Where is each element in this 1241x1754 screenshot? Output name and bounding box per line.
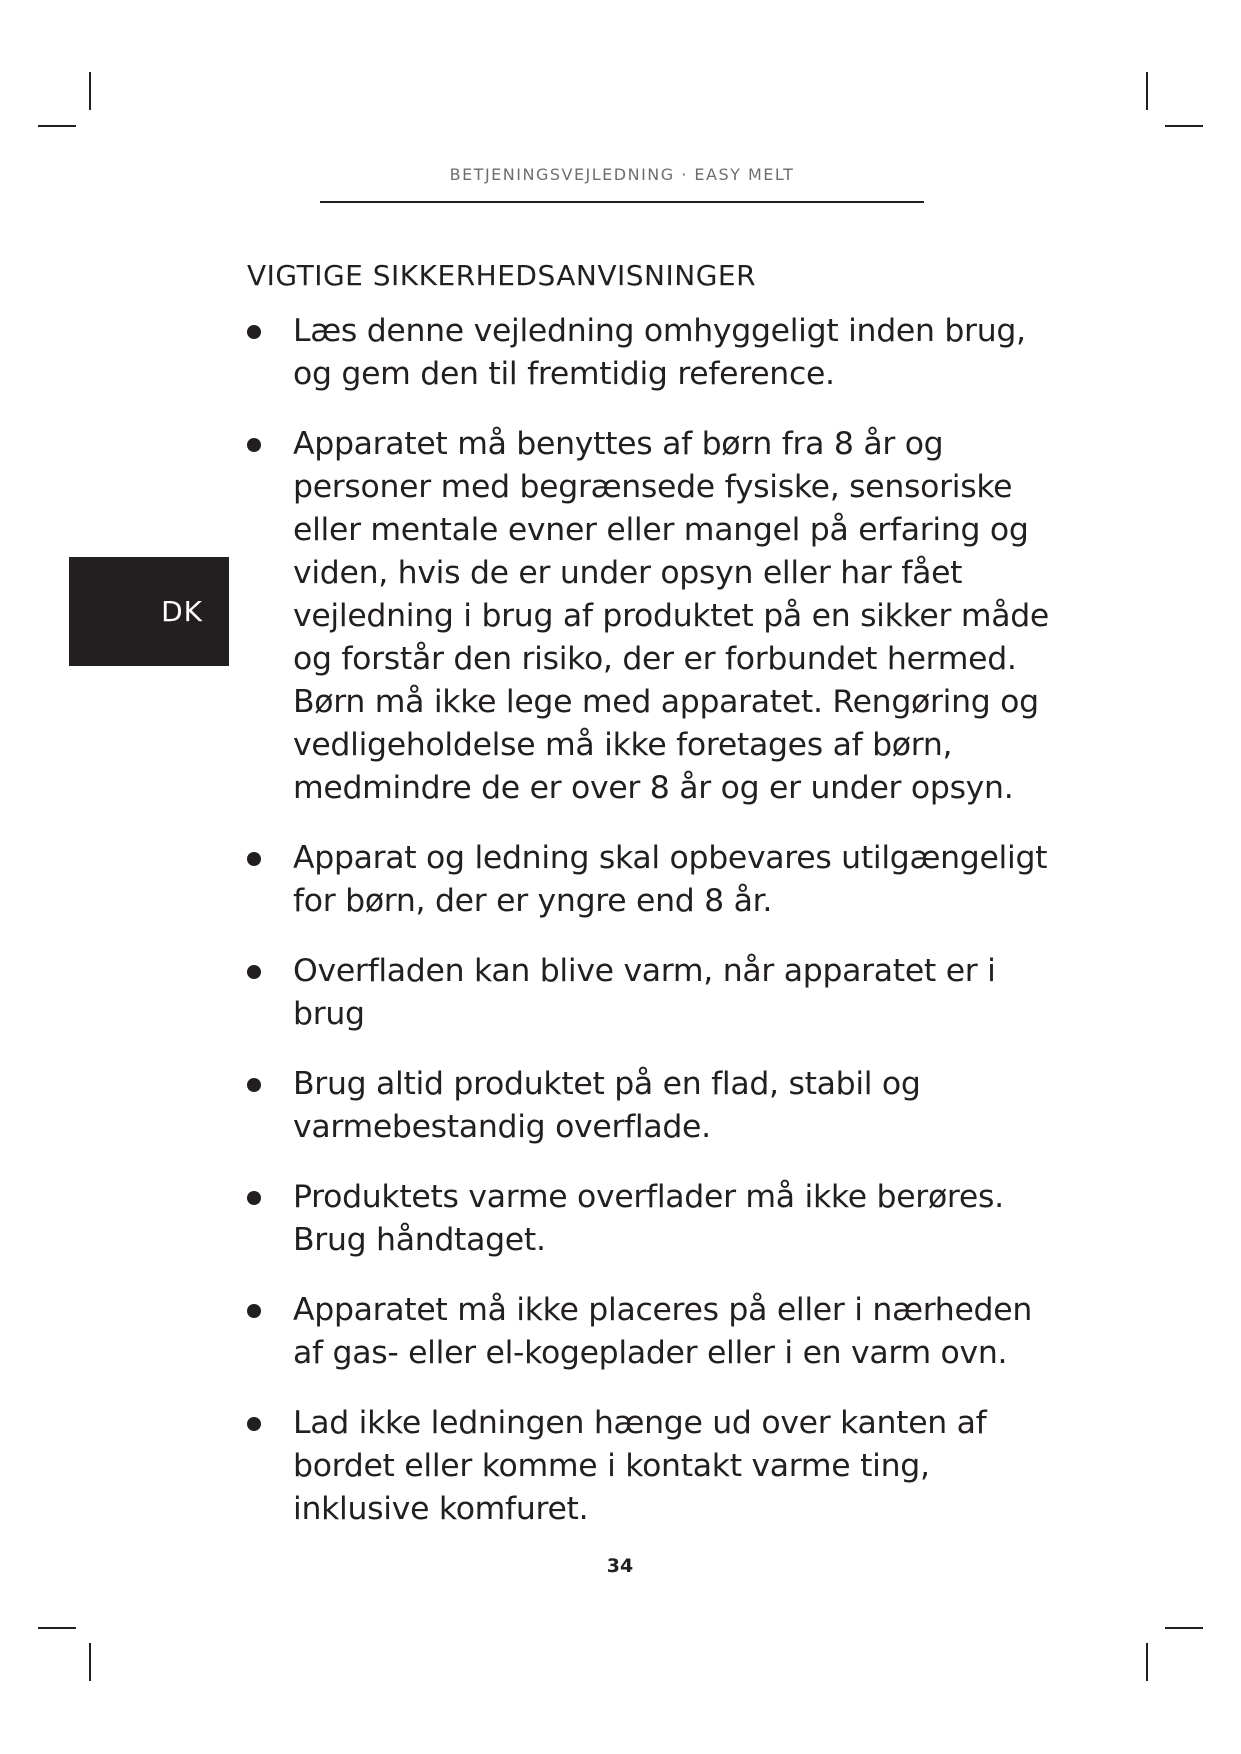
language-tab-label: DK: [161, 595, 203, 628]
crop-mark-bottom-left-vertical: [89, 1643, 91, 1681]
list-item-text: Apparatet må ikke placeres på eller i nærheden af gas- eller el-kogeplader eller i en varm ovn.: [293, 1292, 1032, 1371]
bullet-icon: [247, 1417, 261, 1431]
bullet-icon: [247, 965, 261, 979]
crop-mark-top-left-horizontal: [38, 125, 76, 127]
list-item-text: Lad ikke ledningen hænge ud over kanten af bordet eller komme i kontakt varme ting, inklusive komfuret.: [293, 1405, 987, 1527]
bullet-icon: [247, 1191, 261, 1205]
list-item: [247, 950, 1067, 1036]
crop-mark-bottom-left-horizontal: [38, 1627, 76, 1629]
bullet-icon: [247, 325, 261, 339]
list-item: [247, 837, 1067, 923]
list-item-text: Læs denne vejledning omhyggeligt inden brug, og gem den til fremtidig reference.: [293, 313, 1026, 392]
list-item: [247, 1063, 1067, 1149]
bullet-icon: [247, 1078, 261, 1092]
list-item: [247, 1402, 1067, 1531]
bullet-icon: [247, 1304, 261, 1318]
crop-mark-top-left-vertical: [89, 72, 91, 110]
header-rule: [320, 201, 924, 203]
safety-instructions-list: [247, 310, 1067, 1558]
crop-mark-top-right-vertical: [1146, 72, 1148, 110]
list-item-text: Apparat og ledning skal opbevares utilgængeligt for børn, der er yngre end 8 år.: [293, 840, 1048, 919]
page-number: 34: [606, 1555, 634, 1577]
list-item: [247, 310, 1067, 396]
list-item: [247, 1289, 1067, 1375]
bullet-icon: [247, 852, 261, 866]
list-item: [247, 423, 1067, 810]
list-item-text: Apparatet må benyttes af børn fra 8 år og personer med begrænsede fysiske, sensoriske eller mentale evner eller mangel på erfaring og viden, hvis de er under opsyn eller har fået vejledning i brug af produktet på en sikker måde og forstår den risiko, der er forbundet hermed. Børn må ikke lege med apparatet. Rengøring og vedligeholdelse må ikke foretages af børn, medmindre de er over 8 år og er under opsyn.: [293, 426, 1049, 806]
running-header: BETJENINGSVEJLEDNING · EASY MELT: [449, 165, 795, 184]
list-item-text: Overfladen kan blive varm, når apparatet er i brug: [293, 953, 996, 1032]
list-item-text: Produktets varme overflader må ikke berøres. Brug håndtaget.: [293, 1179, 1004, 1258]
list-item-text: Brug altid produktet på en flad, stabil og varmebestandig overflade.: [293, 1066, 921, 1145]
language-tab: [69, 557, 229, 666]
bullet-icon: [247, 438, 261, 452]
list-item: [247, 1176, 1067, 1262]
crop-mark-bottom-right-vertical: [1146, 1643, 1148, 1681]
crop-mark-bottom-right-horizontal: [1165, 1627, 1203, 1629]
crop-mark-top-right-horizontal: [1165, 125, 1203, 127]
section-title: VIGTIGE SIKKERHEDSANVISNINGER: [247, 259, 757, 292]
